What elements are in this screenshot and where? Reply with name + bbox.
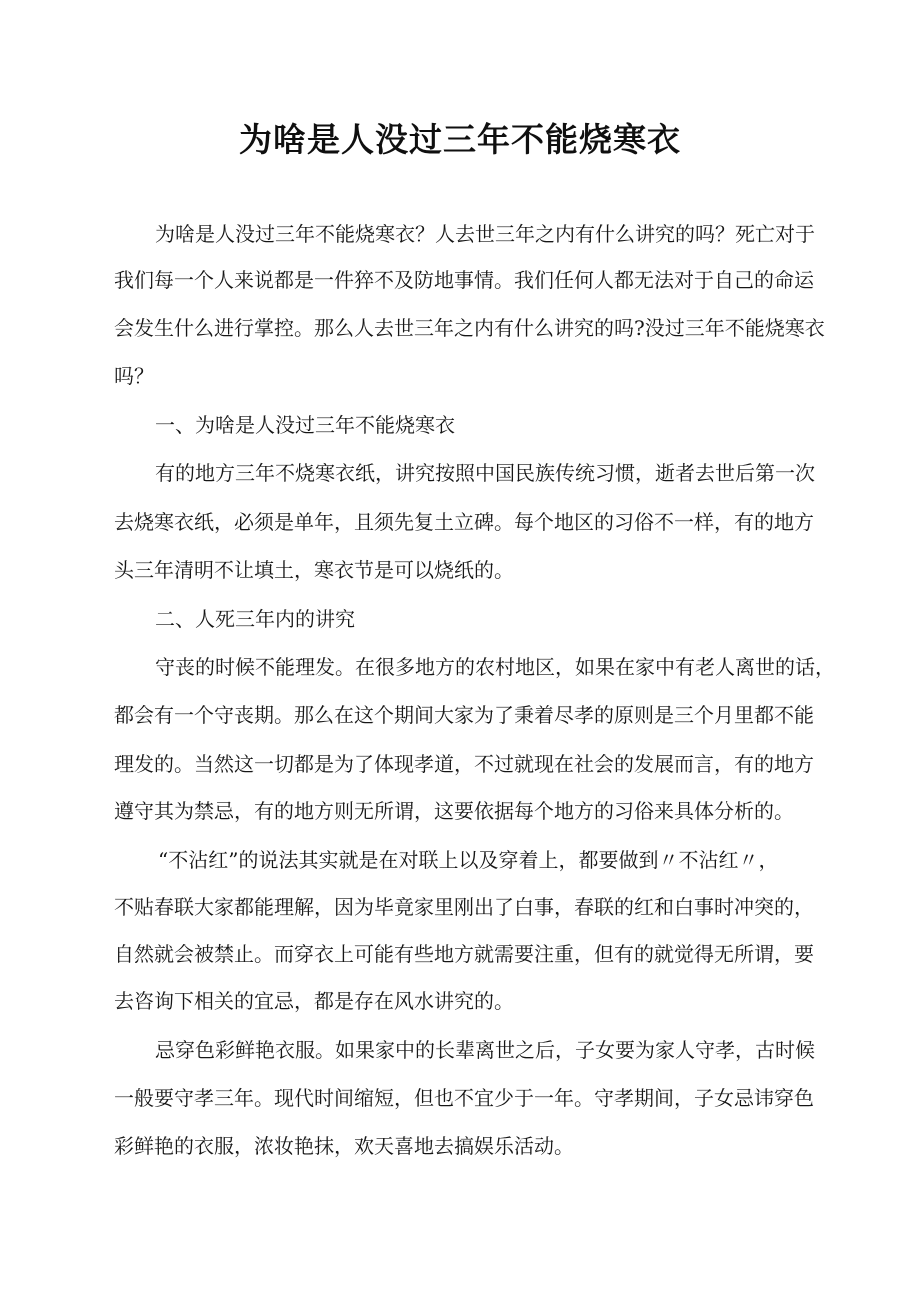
page-title: 为啥是人没过三年不能烧寒衣: [239, 120, 681, 159]
paragraph-line: 有的地方三年不烧寒衣纸，讲究按照中国民族传统习惯，逝者去世后第一次: [155, 461, 815, 485]
paragraph-line: 一般要守孝三年。现代时间缩短，但也不宜少于一年。守孝期间，子女忌讳穿色: [114, 1086, 814, 1110]
paragraph-line: 彩鲜艳的衣服，浓妆艳抹，欢天喜地去搞娱乐活动。: [114, 1134, 574, 1158]
paragraph-line: 忌穿色彩鲜艳衣服。如果家中的长辈离世之后，子女要为家人守孝，古时候: [155, 1038, 815, 1062]
section-heading: 一、为啥是人没过三年不能烧寒衣: [155, 413, 455, 437]
paragraph-line: 头三年清明不让填土，寒衣节是可以烧纸的。: [114, 558, 514, 582]
paragraph-line: 吗？: [114, 364, 154, 388]
paragraph-line: 自然就会被禁止。而穿衣上可能有些地方就需要注重，但有的就觉得无所谓，要: [114, 942, 814, 966]
paragraph-line: 理发的。当然这一切都是为了体现孝道，不过就现在社会的发展而言，有的地方: [114, 752, 814, 776]
paragraph-line: 会发生什么进行掌控。那么人去世三年之内有什么讲究的吗?没过三年不能烧寒衣: [114, 316, 825, 340]
paragraph-line: 我们每一个人来说都是一件猝不及防地事情。我们任何人都无法对于自己的命运: [114, 268, 814, 292]
paragraph-line: 去咨询下相关的宜忌，都是存在风水讲究的。: [114, 989, 514, 1013]
paragraph-line: 都会有一个守丧期。那么在这个期间大家为了秉着尽孝的原则是三个月里都不能: [114, 703, 814, 727]
paragraph-line: “不沾红”的说法其实就是在对联上以及穿着上，都要做到〃不沾红〃，: [158, 848, 779, 872]
paragraph-line: 不贴春联大家都能理解，因为毕竟家里刚出了白事，春联的红和白事时冲突的，: [114, 895, 814, 919]
paragraph-line: 遵守其为禁忌，有的地方则无所谓，这要依据每个地方的习俗来具体分析的。: [114, 799, 794, 823]
paragraph-line: 守丧的时候不能理发。在很多地方的农村地区，如果在家中有老人离世的话，: [155, 655, 835, 679]
section-heading: 二、人死三年内的讲究: [155, 607, 355, 631]
paragraph-line: 为啥是人没过三年不能烧寒衣？人去世三年之内有什么讲究的吗？死亡对于: [155, 222, 815, 246]
paragraph-line: 去烧寒衣纸，必须是单年，且须先复土立碑。每个地区的习俗不一样，有的地方: [114, 510, 814, 534]
